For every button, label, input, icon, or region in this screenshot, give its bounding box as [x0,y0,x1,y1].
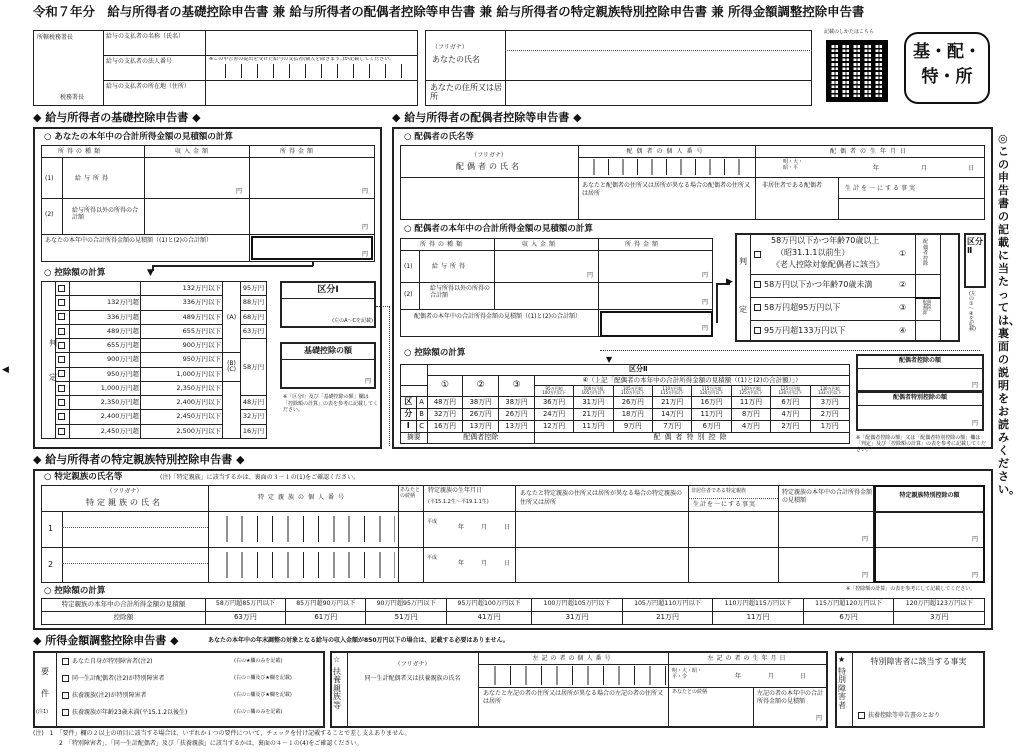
adjust-item2-checkbox[interactable]: 同一生計配偶者(注2)が特別障害者 [62,675,165,683]
basic-range-row: 2,450万円超 2,500万円以下 16万円 [42,424,267,438]
relative-section-title: ◆ 給与所得者の特定親族特別控除申告書 ◆ [33,453,245,466]
basic-range-row: 489万円超 655万円以下 63万円 [42,324,267,338]
arrow-right-icon: ▶ [726,277,733,287]
spouse-opt2-checkbox[interactable]: 58万円以下かつ年齢70歳未満 [754,281,872,290]
spouse-deduction-row: 分 B 32万円 26万円 26万円 24万円 21万円 18万円 14万円 11万円 8万円 4万円 2万円 [401,409,850,421]
relative-special-amount-box [874,485,985,583]
basic-range-checkbox[interactable] [58,313,65,320]
spouse-deduction-calc-title: ○ 控除額の計算 [404,348,466,358]
adjust-person-name-input[interactable] [352,688,474,724]
spouse-calc-title: ○ 配偶者の本年中の合計所得金額の見積額の計算 [404,224,593,234]
spouse-number-input[interactable] [580,159,753,175]
basic-range-checkbox[interactable] [58,370,65,377]
basic-range-row: 132万円以下 (A) 95万円 [42,282,267,296]
adjust-dependent-checkbox[interactable]: 扶養控除等申告書のとおり [858,712,940,720]
relative-calc-note: ※「控除額の計算」の表を参考にして記載してください。 [846,586,976,592]
basic-range-row: 950万円超 1,000万円以下 [42,367,267,381]
spouse-address-input[interactable] [405,181,575,215]
basic-section-title: ◆ 給与所得者の基礎控除申告書 ◆ [33,111,201,124]
relative-calc-table [41,598,985,625]
payer-address-label: 給与の支払者の所在地（住所） [106,83,191,90]
your-address-input[interactable] [510,84,805,102]
basic-deduction-calc-title: ○ 控除額の計算 [44,268,106,278]
footnote-1: (注) 1 「要件」欄の２以上の項目に該当する場合は、いずれか１つの要件について、チェックを付け記載することで差し支えありません。 [33,730,411,737]
adjust-person-name-label: 同一生計配偶者又は扶養親族の氏名 [364,675,461,682]
basic-range-row: 655万円超 900万円以下 58万円 [42,339,267,353]
relative2-number-input[interactable] [212,552,395,578]
office-label: 所轄税務署長 [37,34,74,41]
relative-name-note: (注)「特定親族」に該当するかは、裏面の３－１の(1)をご確認ください。 [160,474,360,481]
spouse-salary-income-input[interactable] [499,255,594,279]
basic-salary-income-input[interactable] [150,162,243,194]
adjust-item1-checkbox[interactable]: あなた自身が特別障害者(注2) [62,658,153,666]
spouse-opt3-checkbox[interactable]: 58万円超95万円以下 [754,304,840,313]
your-name-furigana: （フリガナ） [432,44,468,51]
relative1-number-input[interactable] [212,516,395,542]
basic-other-amount-input[interactable] [254,202,369,230]
payer-name-label: 給与の支払者の名称（氏名） [106,33,185,40]
basic-range-checkbox[interactable] [58,428,65,435]
relative-name-title: ○ 特定親族の氏名等 [44,472,123,482]
form-type-badge: 基・配・ 特・所 [904,32,990,104]
spouse-opt4-checkbox[interactable]: 95万円超133万円以下 [754,327,845,336]
basic-range-row: 336万円超 489万円以下 68万円 [42,310,267,324]
payer-name-input[interactable] [210,37,410,51]
basic-range-checkbox[interactable] [58,399,65,406]
left-marker-icon: ◀ [2,365,9,375]
arrow-down-icon: ▼ [147,268,154,278]
your-name-label: あなたの氏名 [432,55,480,64]
office-suffix: 税務署長 [60,94,85,101]
spouse-deduction-row: Ⅰ C 16万円 13万円 13万円 12万円 11万円 9万円 7万円 6万円 4万円 2万円 1万円 [401,421,850,433]
qr-code[interactable] [826,40,888,102]
basic-note: ※「区分Ⅰ」及び「基礎控除の額」欄は「控除額の計算」の表を参考に記載してください。 [283,394,379,413]
form-title: 令和７年分 給与所得者の基礎控除申告書 兼 給与所得者の配偶者控除等申告書 兼 給与所得者の特定親族特別控除申告書 兼 所得金額調整控除申告書 [33,4,865,19]
basic-total-label: あなたの本年中の合計所得金額の見積額（(1)と(2)の合計額） [45,237,212,244]
your-address-label: あなたの住所又は居所 [430,83,502,101]
adjust-item3-checkbox[interactable]: 扶養親族(注2)が特別障害者 [62,692,147,700]
relative-calc-range-row: 特定親族の本年中の合計所得金額の見積額 58万円超85万円以下 85万円超90万円以下 90万円超95万円以下 95万円超100万円以下 100万円超105万円以下 105万円超110万円以下 110万円超115万円以下 115万円超120万円以下 120万円超123万円以下 [42,599,985,612]
spouse-name-title: ○ 配偶者の氏名等 [404,132,474,142]
spouse-deduction-table: 区分Ⅱ ① ② ③ ④（上記「配偶者の本年中の合計所得金額の見積額（(1)と(2)の合計額）」） 95万円超 100万円以下 100万円超 105万円以下 105万円超 110万円以下 110万円超 115万円以下 115万円超 120万円以下 120万円超 125万円以下 125万円超 130万円以下 130万円超 133万円以下 区 A 48万円 38万円 38万円 36万円 31万円 26万円 21万円 16万円 11万円 6万円 3万円 分 B 32万円 26万円 26万円 24万円 21万円 18万円 14万円 11万円 8万円 4万円 2万円 Ⅰ C 16万円 13万円 13万円 12万円 11万円 9万円 7万円 6万円 4万円 2万円 1万円 摘要 配偶者控除 配偶者特別控除 [400,364,850,444]
footnote-2: 2 「特別障害者」、「同一生計配偶者」及び「扶養親族」に該当するかは、裏面の４－１の(4)をご確認ください。 [59,740,363,747]
basic-range-checkbox[interactable] [58,385,65,392]
basic-range-row: 900万円超 950万円以下 (B) (C) [42,353,267,367]
spouse-deduction-row: 区 A 48万円 38万円 38万円 36万円 31万円 26万円 21万円 16万円 11万円 6万円 3万円 [401,396,850,408]
payer-address-input[interactable] [210,86,410,100]
basic-range-checkbox[interactable] [58,328,65,335]
basic-range-row: 1,000万円超 2,350万円以下 [42,381,267,395]
basic-salary-amount-input[interactable] [254,162,369,194]
relative1-name-input[interactable] [66,530,204,544]
spouse-name-label: 配偶者の氏名 [456,162,522,171]
payer-number-label: 給与の支払者の法人番号 [106,58,173,65]
payer-number-note: ※この申告書の提出を受けた給与の支払者(個人を除きます。)が記載してください。 [209,57,395,62]
basic-range-table [41,281,267,439]
relative-calc-title: ○ 控除額の計算 [44,586,106,596]
kubun1-input[interactable] [285,301,371,317]
basic-range-row: 132万円超 336万円以下 88万円 [42,296,267,310]
spouse-note: ※「配偶者控除の額」又は「配偶者特別控除の額」欄は「判定」及び「控除額の計算」の表を参考に記載してください。 [856,435,987,453]
basic-range-row: 2,400万円超 2,450万円以下 32万円 [42,410,267,424]
spouse-special-amount-input[interactable] [860,408,968,428]
basic-range-checkbox[interactable] [58,356,65,363]
spouse-other-amount-input[interactable] [603,285,708,306]
adjust-section-title: ◆ 所得金額調整控除申告書 ◆ [33,634,179,647]
basic-range-checkbox[interactable] [58,342,65,349]
basic-calc-title: ○ あなたの本年中の合計所得金額の見積額の計算 [44,132,233,142]
spouse-amount-input[interactable] [860,371,968,389]
relative-calc-amount-row: 控除額 63万円 61万円 51万円 41万円 31万円 21万円 11万円 6万円 3万円 [42,611,985,624]
side-note: ◎この申告書の記載に当たっては、裏面の説明をお読みください。 [998,132,1020,496]
spouse-section-title: ◆ 給与所得者の配偶者控除等申告書 ◆ [392,111,582,124]
basic-amount-input[interactable] [285,362,361,382]
payer-number-input[interactable] [210,64,410,78]
qr-caption: 記載のしかたはこちら [824,29,875,35]
relative2-name-input[interactable] [66,566,204,580]
spouse-total-input[interactable] [600,311,713,337]
arrow-down-icon-2: ▼ [606,355,613,364]
spouse-opt1-checkbox[interactable] [754,251,764,260]
basic-range-checkbox[interactable] [58,413,65,420]
basic-range-checkbox[interactable] [58,299,65,306]
basic-range-row: 2,350万円超 2,400万円以下 48万円 [42,396,267,410]
relative-name-label: 特定親族の氏名 [86,498,163,507]
basic-range-checkbox[interactable] [58,285,65,292]
adjust-number-input[interactable] [480,666,666,685]
adjust-section-note: あなたの本年中の年末調整の対象となる給与の収入金額が850万円以下の場合は、記載する必要はありません。 [208,637,509,644]
spouse-salary-amount-input[interactable] [603,255,708,279]
adjust-item4-checkbox[interactable]: 扶養親族が年齢23歳未満(平15.1.2以後生) [62,709,187,717]
basic-total-input[interactable] [251,236,373,260]
your-name-input[interactable] [510,55,805,75]
